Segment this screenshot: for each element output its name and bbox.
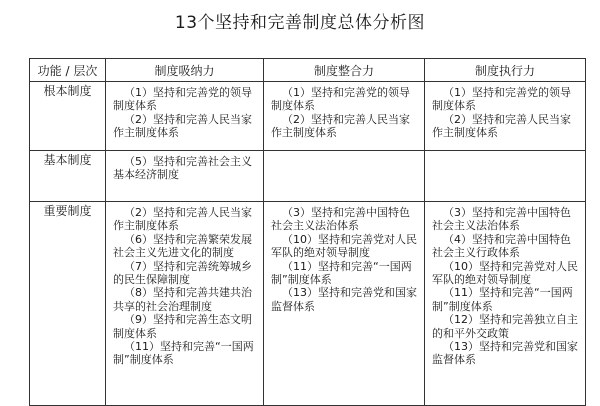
list-item: （4）坚持和完善中国特色社会主义行政体系 — [432, 232, 571, 260]
header-row — [30, 59, 586, 82]
list-item: （12）坚持和完善独立自主的和平外交政策 — [432, 313, 578, 340]
cell-absorption — [106, 202, 264, 406]
list-item: （9）坚持和完善生态文明制度体系 — [113, 313, 252, 340]
list-item: （1）坚持和完善党的领导制度体系 — [432, 86, 571, 113]
list-item: （1）坚持和完善党的领导制度体系 — [271, 86, 410, 113]
header-function-level: 功能 / 层次 — [30, 59, 106, 82]
cell-absorption — [106, 82, 264, 151]
cell-execution — [425, 82, 586, 151]
list-item: （6）坚持和完善繁荣发展社会主义先进文化的制度 — [113, 232, 252, 260]
list-item: （2）坚持和完善人民当家作主制度体系 — [113, 112, 252, 140]
list-item: （2）坚持和完善人民当家作主制度体系 — [271, 112, 410, 140]
list-item: （2）坚持和完善人民当家作主制度体系 — [113, 206, 252, 233]
list-item: （5）坚持和完善社会主义基本经济制度 — [113, 155, 252, 182]
row-label: 根本制度 — [30, 82, 106, 151]
cell-absorption — [106, 151, 264, 202]
header-integration: 制度整合力 — [264, 59, 425, 82]
cell-integration — [264, 202, 425, 406]
table-row — [30, 82, 586, 151]
list-item: （7）坚持和完善统筹城乡的民生保障制度 — [113, 259, 252, 287]
row-label: 重要制度 — [30, 202, 106, 406]
list-item: （11）坚持和完善“一国两制”制度体系 — [113, 340, 254, 367]
list-item: （10）坚持和完善党对人民军队的绝对领导制度 — [432, 259, 578, 287]
list-item: （2）坚持和完善人民当家作主制度体系 — [432, 112, 571, 140]
table-row — [30, 202, 586, 406]
list-item: （10）坚持和完善党对人民军队的绝对领导制度 — [271, 232, 417, 260]
cell-execution — [425, 151, 586, 202]
list-item: （3）坚持和完善中国特色社会主义法治体系 — [271, 206, 410, 233]
list-item: （13）坚持和完善党和国家监督体系 — [271, 286, 417, 313]
list-item: （3）坚持和完善中国特色社会主义法治体系 — [432, 206, 571, 233]
cell-execution — [425, 202, 586, 406]
row-label: 基本制度 — [30, 151, 106, 202]
list-item: （13）坚持和完善党和国家监督体系 — [432, 340, 578, 367]
list-item: （1）坚持和完善党的领导制度体系 — [113, 86, 252, 113]
figure-title: 13个坚持和完善制度总体分析图 — [174, 13, 426, 33]
table-row — [30, 151, 586, 202]
list-item: （11）坚持和完善“一国两制”制度体系 — [432, 286, 573, 313]
list-item: （11）坚持和完善“一国两制”制度体系 — [271, 259, 412, 287]
analysis-table — [29, 58, 586, 406]
header-execution: 制度执行力 — [425, 59, 586, 82]
list-item: （8）坚持和完善共建共治共享的社会治理制度 — [113, 286, 252, 313]
header-absorption: 制度吸纳力 — [106, 59, 264, 82]
cell-integration — [264, 82, 425, 151]
cell-integration — [264, 151, 425, 202]
